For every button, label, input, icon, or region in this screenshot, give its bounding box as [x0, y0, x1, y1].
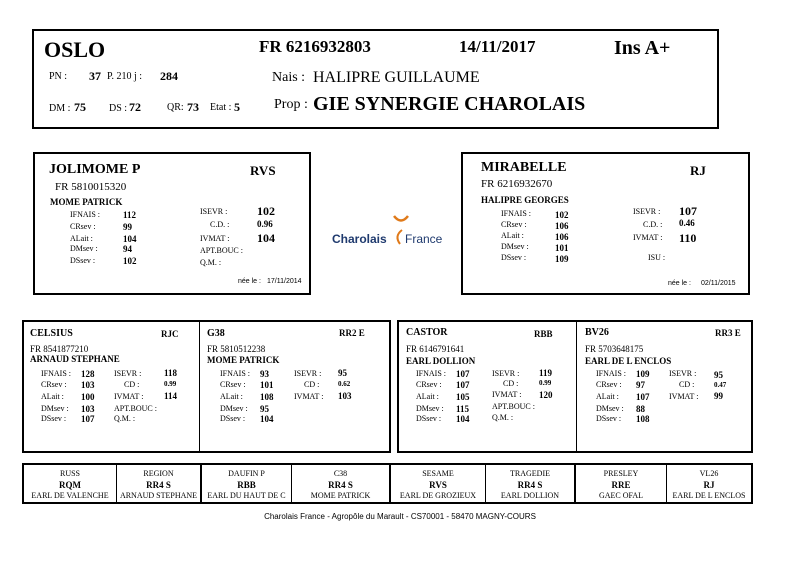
dam-birth-label: née le : [668, 280, 691, 287]
grandparents-maternal [397, 320, 753, 453]
sire-isevr: 102 [257, 204, 275, 218]
grand-2-dmsev-label: DMsev : [416, 404, 444, 413]
grand-2-dssev-label: DSsev : [416, 414, 442, 423]
sire-qm-label: Q.M. : [200, 258, 222, 267]
grand-0-qm-label: Q.M. : [114, 414, 136, 423]
dam-dmsev: 101 [555, 243, 569, 253]
grand-2-name: CASTOR [406, 327, 448, 338]
grand-0-id: FR 8541877210 [30, 344, 89, 354]
dam-birth: 02/11/2015 [701, 280, 736, 287]
grand-3-isevr: 95 [714, 370, 723, 380]
grand-3-id: FR 5703648175 [585, 344, 644, 354]
grand-0-dmsev-label: DMsev : [41, 404, 69, 413]
dam-cd-label: C.D. : [643, 220, 663, 229]
grand-1-ivmat: 103 [338, 391, 352, 401]
grand-2-dssev: 104 [456, 414, 470, 424]
dam-dssev-label: DSsev : [501, 253, 527, 262]
dam-alait: 106 [555, 232, 569, 242]
sire-grade: RVS [250, 163, 276, 178]
grand-3-ivmat: 99 [714, 391, 723, 401]
dam-isevr-label: ISEVR : [633, 207, 661, 216]
grand-0-cd-label: CD : [124, 380, 140, 389]
grand-2-dmsev: 115 [456, 404, 470, 414]
sire-breeder: MOME PATRICK [50, 197, 123, 207]
grand-3-cd-label: CD : [679, 380, 695, 389]
grand-2-id: FR 6146791641 [406, 344, 465, 354]
sire-ifnais-label: IFNAIS : [70, 210, 101, 219]
sire-aptbouc-label: APT.BOUC : [200, 246, 243, 255]
grand-1-ifnais: 93 [260, 369, 269, 379]
great-5-grade: RR4 S [517, 480, 543, 490]
sire-card [33, 152, 311, 295]
grand-1-name: G38 [207, 328, 225, 339]
animal-name: OSLO [44, 37, 106, 62]
grand-1-dssev: 104 [260, 414, 274, 424]
grand-2-breeder: EARL DOLLION [406, 356, 476, 366]
grand-3-cd: 0.47 [714, 381, 727, 389]
ds-label: DS : [109, 103, 128, 114]
prop-label: Prop : [274, 97, 308, 112]
great-4-name: SESAME [422, 469, 454, 478]
etat-label: Etat : [210, 102, 232, 113]
sire-id: FR 5810015320 [55, 181, 127, 193]
grand-1-ifnais-label: IFNAIS : [220, 369, 251, 378]
dam-ifnais-label: IFNAIS : [501, 209, 532, 218]
sire-cd: 0.96 [257, 219, 273, 229]
grand-3-dssev-label: DSsev : [596, 414, 622, 423]
nais-value: HALIPRE GUILLAUME [313, 69, 480, 86]
animal-grade: Ins A+ [614, 37, 671, 59]
ds-value: 72 [129, 100, 141, 114]
grand-1-alait-label: ALait : [220, 392, 243, 401]
grand-1-grade: RR2 E [339, 328, 365, 338]
dam-name: MIRABELLE [481, 160, 567, 175]
sire-ivmat: 104 [257, 231, 275, 245]
grand-3-grade: RR3 E [715, 328, 741, 338]
sire-crsev-label: CRsev : [70, 222, 96, 231]
dam-crsev-label: CRsev : [501, 220, 527, 229]
great-0-breeder: EARL DE VALENCHE [31, 491, 109, 500]
sire-dssev: 102 [123, 256, 137, 266]
grand-2-alait-label: ALait : [416, 392, 439, 401]
great-1-name: REGION [143, 469, 174, 478]
great-4-breeder: EARL DE GROZIEUX [399, 491, 477, 500]
great-5-breeder: EARL DOLLION [500, 491, 560, 500]
grandparents-paternal [22, 320, 391, 453]
grand-1-id: FR 5810512238 [207, 344, 266, 354]
logo-text-france: France [405, 232, 443, 246]
qr-value: 73 [187, 100, 199, 114]
grand-2-crsev-label: CRsev : [416, 380, 442, 389]
grand-0-ivmat: 114 [164, 391, 178, 401]
etat-value: 5 [234, 100, 240, 114]
dm-value: 75 [74, 100, 86, 114]
grand-0-dssev: 107 [81, 414, 95, 424]
grand-3-dmsev: 88 [636, 404, 645, 414]
grand-0-dmsev: 103 [81, 404, 95, 414]
sire-ifnais: 112 [123, 210, 137, 220]
grand-2-grade: RBB [534, 329, 553, 339]
great-2-grade: RBB [237, 480, 256, 490]
prop-value: GIE SYNERGIE CHAROLAIS [313, 93, 586, 115]
report-date: 14/11/2017 [459, 37, 536, 56]
grand-0-cd: 0.99 [164, 380, 177, 388]
grand-1-isevr: 95 [338, 368, 347, 378]
grand-2-isevr: 119 [539, 368, 553, 378]
dam-dssev: 109 [555, 254, 569, 264]
grand-3-ifnais-label: IFNAIS : [596, 369, 627, 378]
grand-0-ifnais: 128 [81, 369, 95, 379]
grand-2-ivmat-label: IVMAT : [492, 390, 522, 399]
grand-1-dssev-label: DSsev : [220, 414, 246, 423]
grand-0-ivmat-label: IVMAT : [114, 392, 144, 401]
pn-value: 37 [89, 69, 101, 83]
grand-3-crsev: 97 [636, 380, 645, 390]
footer-address: Charolais France - Agropôle du Marault - CS70001 - 58470 MAGNY-COURS [264, 512, 536, 521]
grand-2-cd-label: CD : [503, 379, 519, 388]
grand-1-alait: 108 [260, 392, 274, 402]
dam-alait-label: ALait : [501, 231, 524, 240]
great-6-breeder: GAEC OFAL [598, 491, 644, 500]
sire-birth-label: née le : [238, 278, 261, 285]
great-7-name: VL26 [699, 469, 719, 478]
grand-3-breeder: EARL DE L ENCLOS [585, 356, 672, 366]
great-grandparents-left [22, 463, 391, 504]
grand-0-aptbouc-label: APT.BOUC : [114, 404, 157, 413]
dam-crsev: 106 [555, 221, 569, 231]
nais-label: Nais : [272, 70, 306, 85]
grand-3-name: BV26 [585, 327, 609, 338]
grand-2-crsev: 107 [456, 380, 470, 390]
logo-text-charolais: Charolais [332, 232, 387, 246]
grand-1-dmsev-label: DMsev : [220, 404, 248, 413]
great-0-name: RUSS [59, 469, 80, 478]
dam-isu-label: ISU : [648, 253, 666, 262]
grand-2-cd: 0.99 [539, 379, 552, 387]
great-4-grade: RVS [429, 480, 447, 490]
grand-3-isevr-label: ISEVR : [669, 369, 697, 378]
grand-0-isevr-label: ISEVR : [114, 369, 142, 378]
grand-1-crsev-label: CRsev : [220, 380, 246, 389]
grand-1-dmsev: 95 [260, 404, 269, 414]
grand-3-ivmat-label: IVMAT : [669, 392, 699, 401]
grand-2-ifnais-label: IFNAIS : [416, 369, 447, 378]
sire-ivmat-label: IVMAT : [200, 234, 230, 243]
sire-alait: 104 [123, 234, 137, 244]
sire-crsev: 99 [123, 222, 132, 232]
grand-3-alait: 107 [636, 392, 650, 402]
dam-breeder: HALIPRE GEORGES [481, 195, 569, 205]
grand-2-qm-label: Q.M. : [492, 413, 514, 422]
grand-3-dssev: 108 [636, 414, 650, 424]
great-grandparents-right [389, 463, 753, 504]
grand-0-alait: 100 [81, 392, 95, 402]
animal-header [32, 29, 719, 129]
sire-dssev-label: DSsev : [70, 256, 96, 265]
grand-3-crsev-label: CRsev : [596, 380, 622, 389]
grand-2-aptbouc-label: APT.BOUC : [492, 402, 535, 411]
great-2-breeder: EARL DU HAUT DE C [207, 491, 286, 500]
charolais-france-logo [330, 210, 450, 250]
great-2-name: DAUFIN P [228, 469, 265, 478]
great-3-breeder: MOME PATRICK [310, 491, 371, 500]
dam-isevr: 107 [679, 204, 697, 218]
grand-0-alait-label: ALait : [41, 392, 64, 401]
animal-id: FR 6216932803 [259, 37, 371, 56]
great-1-breeder: ARNAUD STEPHANE [119, 491, 198, 500]
grand-3-ifnais: 109 [636, 369, 650, 379]
dam-card [461, 152, 750, 295]
grand-2-ivmat: 120 [539, 390, 553, 400]
dam-grade: RJ [690, 163, 706, 178]
great-5-name: TRAGEDIE [510, 469, 550, 478]
sire-alait-label: ALait : [70, 234, 93, 243]
great-1-grade: RR4 S [146, 480, 171, 490]
great-6-grade: RRE [611, 480, 631, 490]
dam-ivmat: 110 [679, 231, 697, 245]
grand-0-ifnais-label: IFNAIS : [41, 369, 72, 378]
grand-2-alait: 105 [456, 392, 470, 402]
great-7-breeder: EARL DE L ENCLOS [672, 491, 746, 500]
grand-0-grade: RJC [161, 329, 179, 339]
great-6-name: PRESLEY [603, 469, 639, 478]
p210-value: 284 [160, 69, 178, 83]
dm-label: DM : [49, 103, 71, 114]
sire-name: JOLIMOME P [49, 162, 141, 177]
grand-0-name: CELSIUS [30, 328, 73, 339]
sire-cd-label: C.D. : [210, 220, 230, 229]
dam-id: FR 6216932670 [481, 178, 553, 190]
dam-dmsev-label: DMsev : [501, 242, 529, 251]
grand-3-dmsev-label: DMsev : [596, 404, 624, 413]
grand-2-ifnais: 107 [456, 369, 470, 379]
grand-0-crsev-label: CRsev : [41, 380, 67, 389]
dam-ifnais: 102 [555, 210, 569, 220]
grand-0-breeder: ARNAUD STEPHANE [30, 354, 120, 364]
grand-1-breeder: MOME PATRICK [207, 355, 280, 365]
grand-1-ivmat-label: IVMAT : [294, 392, 324, 401]
grand-0-crsev: 103 [81, 380, 95, 390]
grand-1-isevr-label: ISEVR : [294, 369, 322, 378]
grand-1-cd-label: CD : [304, 380, 320, 389]
great-3-name: C38 [333, 469, 348, 478]
sire-dmsev-label: DMsev : [70, 244, 98, 253]
dam-cd: 0.46 [679, 218, 695, 228]
sire-dmsev: 94 [123, 244, 132, 254]
great-7-grade: RJ [703, 480, 715, 490]
pn-label: PN : [49, 71, 68, 82]
p210-label: P. 210 j : [107, 71, 143, 82]
grand-0-isevr: 118 [164, 368, 178, 378]
grand-1-cd: 0.62 [338, 380, 351, 388]
great-3-grade: RR4 S [328, 480, 353, 490]
grand-2-isevr-label: ISEVR : [492, 369, 520, 378]
grand-3-alait-label: ALait : [596, 392, 619, 401]
grand-1-crsev: 101 [260, 380, 274, 390]
great-0-grade: RQM [59, 480, 81, 490]
sire-isevr-label: ISEVR : [200, 207, 228, 216]
grand-0-dssev-label: DSsev : [41, 414, 67, 423]
qr-label: QR: [167, 102, 184, 113]
sire-birth: 17/11/2014 [267, 278, 302, 285]
dam-ivmat-label: IVMAT : [633, 233, 663, 242]
